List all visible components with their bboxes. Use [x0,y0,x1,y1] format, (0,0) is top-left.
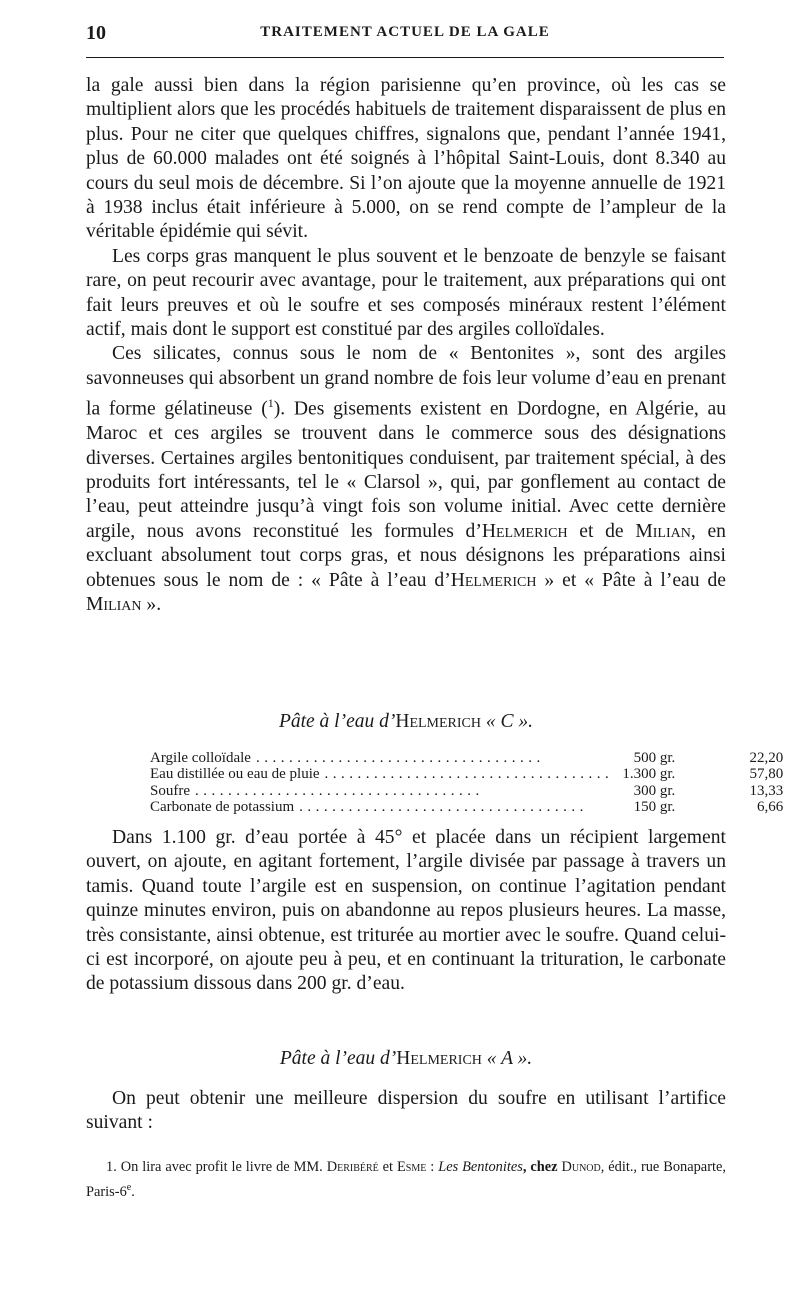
page-number: 10 [86,22,106,44]
publisher-name: Dunod [561,1159,601,1175]
book-title: Les Bentonites [438,1159,523,1175]
body-text-procedure [86,826,726,997]
paragraph-procedure: Dans 1.100 gr. d’eau portée à 45° et placée dans un récipient largement ouvert, on ajoute, en agitant fortement, l’argile divisée par passage à travers un tamis. Quand toute l’argile est en suspension, on continue l’agitation pendant quinze minutes environ, puis on abandonne au repos plusieurs heures. La masse, très consistante, ainsi obtenue, est triturée au mortier avec le soufre. Quand celui-ci est incorporé, on ajoute peu à peu, et en continuant la trituration, le carbonate de potassium dissous dans 200 gr. d’eau. [86,827,726,995]
author-name: Esme [396,1159,427,1175]
footnote-reference: 1 [267,396,274,411]
recipe-a-title: Pâte à l’eau d’Helmerich « A ». [279,1048,533,1069]
formula-row [150,750,783,766]
footnote: 1. On lira avec profit le livre de MM. Deribéré et Esme : Les Bentonites, chez Dunod, édit., rue Bonaparte, Paris-6e. [86,1159,726,1200]
running-title: TRAITEMENT ACTUEL DE LA GALE [260,24,550,40]
footnote-marker: 1. [106,1159,117,1175]
quantity-cell: 500 gr. [633,750,676,766]
paragraph-corps-gras: Les corps gras manquent le plus souvent et le benzoate de benzyle se faisant rare, on peut recourir avec avantage, pour le traitement, aux préparations qui ont fait leurs preuves et où le soufre et ses composés minéraux restent l’élément actif, mais dont le support est constitué par des argiles colloïdales. [86,245,726,341]
body-text-bottom [86,1087,726,1136]
header-rule [86,57,724,58]
paragraph-bentonites: Ces silicates, connus sous le nom de « Bentonites », sont des argiles savonneuses qui absorbent un grand nombre de fois leur volume d’eau en prenant la forme gélatineuse ($^1$). Des gisements existent en Dordogne, en Algérie, au Maroc et ces argiles se trouvent dans le commerce sous des désignations diverses. Certaines argiles bentonitiques conduisent, par traitement spécial, à des produits fort intéressants, tel le « Clarsol », qui, par gonflement au contact de l’eau, peut atteindre jusqu’à vingt fois son volume initial. Avec cette dernière argile, nous avons reconstitué les formules d’Helmerich et de Milian, en excluant absolument tout corps gras, et nous désignons les préparations ainsi obtenues sous le nom de : « Pâte à l’eau d’Helmerich » et « Pâte à l’eau de Milian ». [86,343,727,616]
percent-cell: 13,33 [749,782,784,799]
formula-row [150,783,783,799]
author-name: Deribéré [326,1159,379,1175]
percent-cell: 6,66 [757,798,784,815]
author-name: Helmerich [450,569,537,591]
page-header [86,20,724,46]
ingredient-cell: Argile colloïdale ................................... [150,750,545,766]
quantity-cell: 300 gr. [633,782,676,799]
percent-cell: 57,80 [749,766,784,783]
quantity-cell: 1.300 gr. [622,766,676,783]
ingredient-cell: Carbonate de potassium ................................... [150,798,588,815]
author-name: Milian [86,594,142,616]
quantity-cell: 150 gr. [633,798,676,815]
paragraph-continuation: la gale aussi bien dans la région parisienne qu’en province, où les cas se multiplient alors que les procédés habituels de traitement disparaissent de plus en plus. Pour ne citer que quelques chiffres, signalons que, pendant l’année 1941, plus de 60.000 malades ont été soignés à l’hôpital Saint-Louis, dont 8.340 au cours du seul mois de décembre. Si l’on ajoute que la moyenne annuelle de 1921 à 1938 inclus était inférieure à 5.000, on se rend compte de l’ampleur de la véritable épidémie qui sévit. [86,75,726,243]
body-text-top [86,74,726,617]
formula-row [150,766,783,782]
recipe-c-title: Pâte à l’eau d’Helmerich « C ». [278,711,534,732]
paragraph-dispersion: On peut obtenir une meilleure dispersion du soufre en utilisant l’artifice suivant : [86,1088,726,1134]
author-name: Helmerich [481,520,568,542]
formula-row [150,799,783,815]
ingredient-cell: Soufre ................................... [150,782,484,799]
formula-table [150,750,783,815]
percent-cell: 22,20 [749,750,784,766]
ingredient-cell: Eau distillée ou eau de pluie ................................... [150,766,614,783]
author-name: Milian [635,520,691,542]
